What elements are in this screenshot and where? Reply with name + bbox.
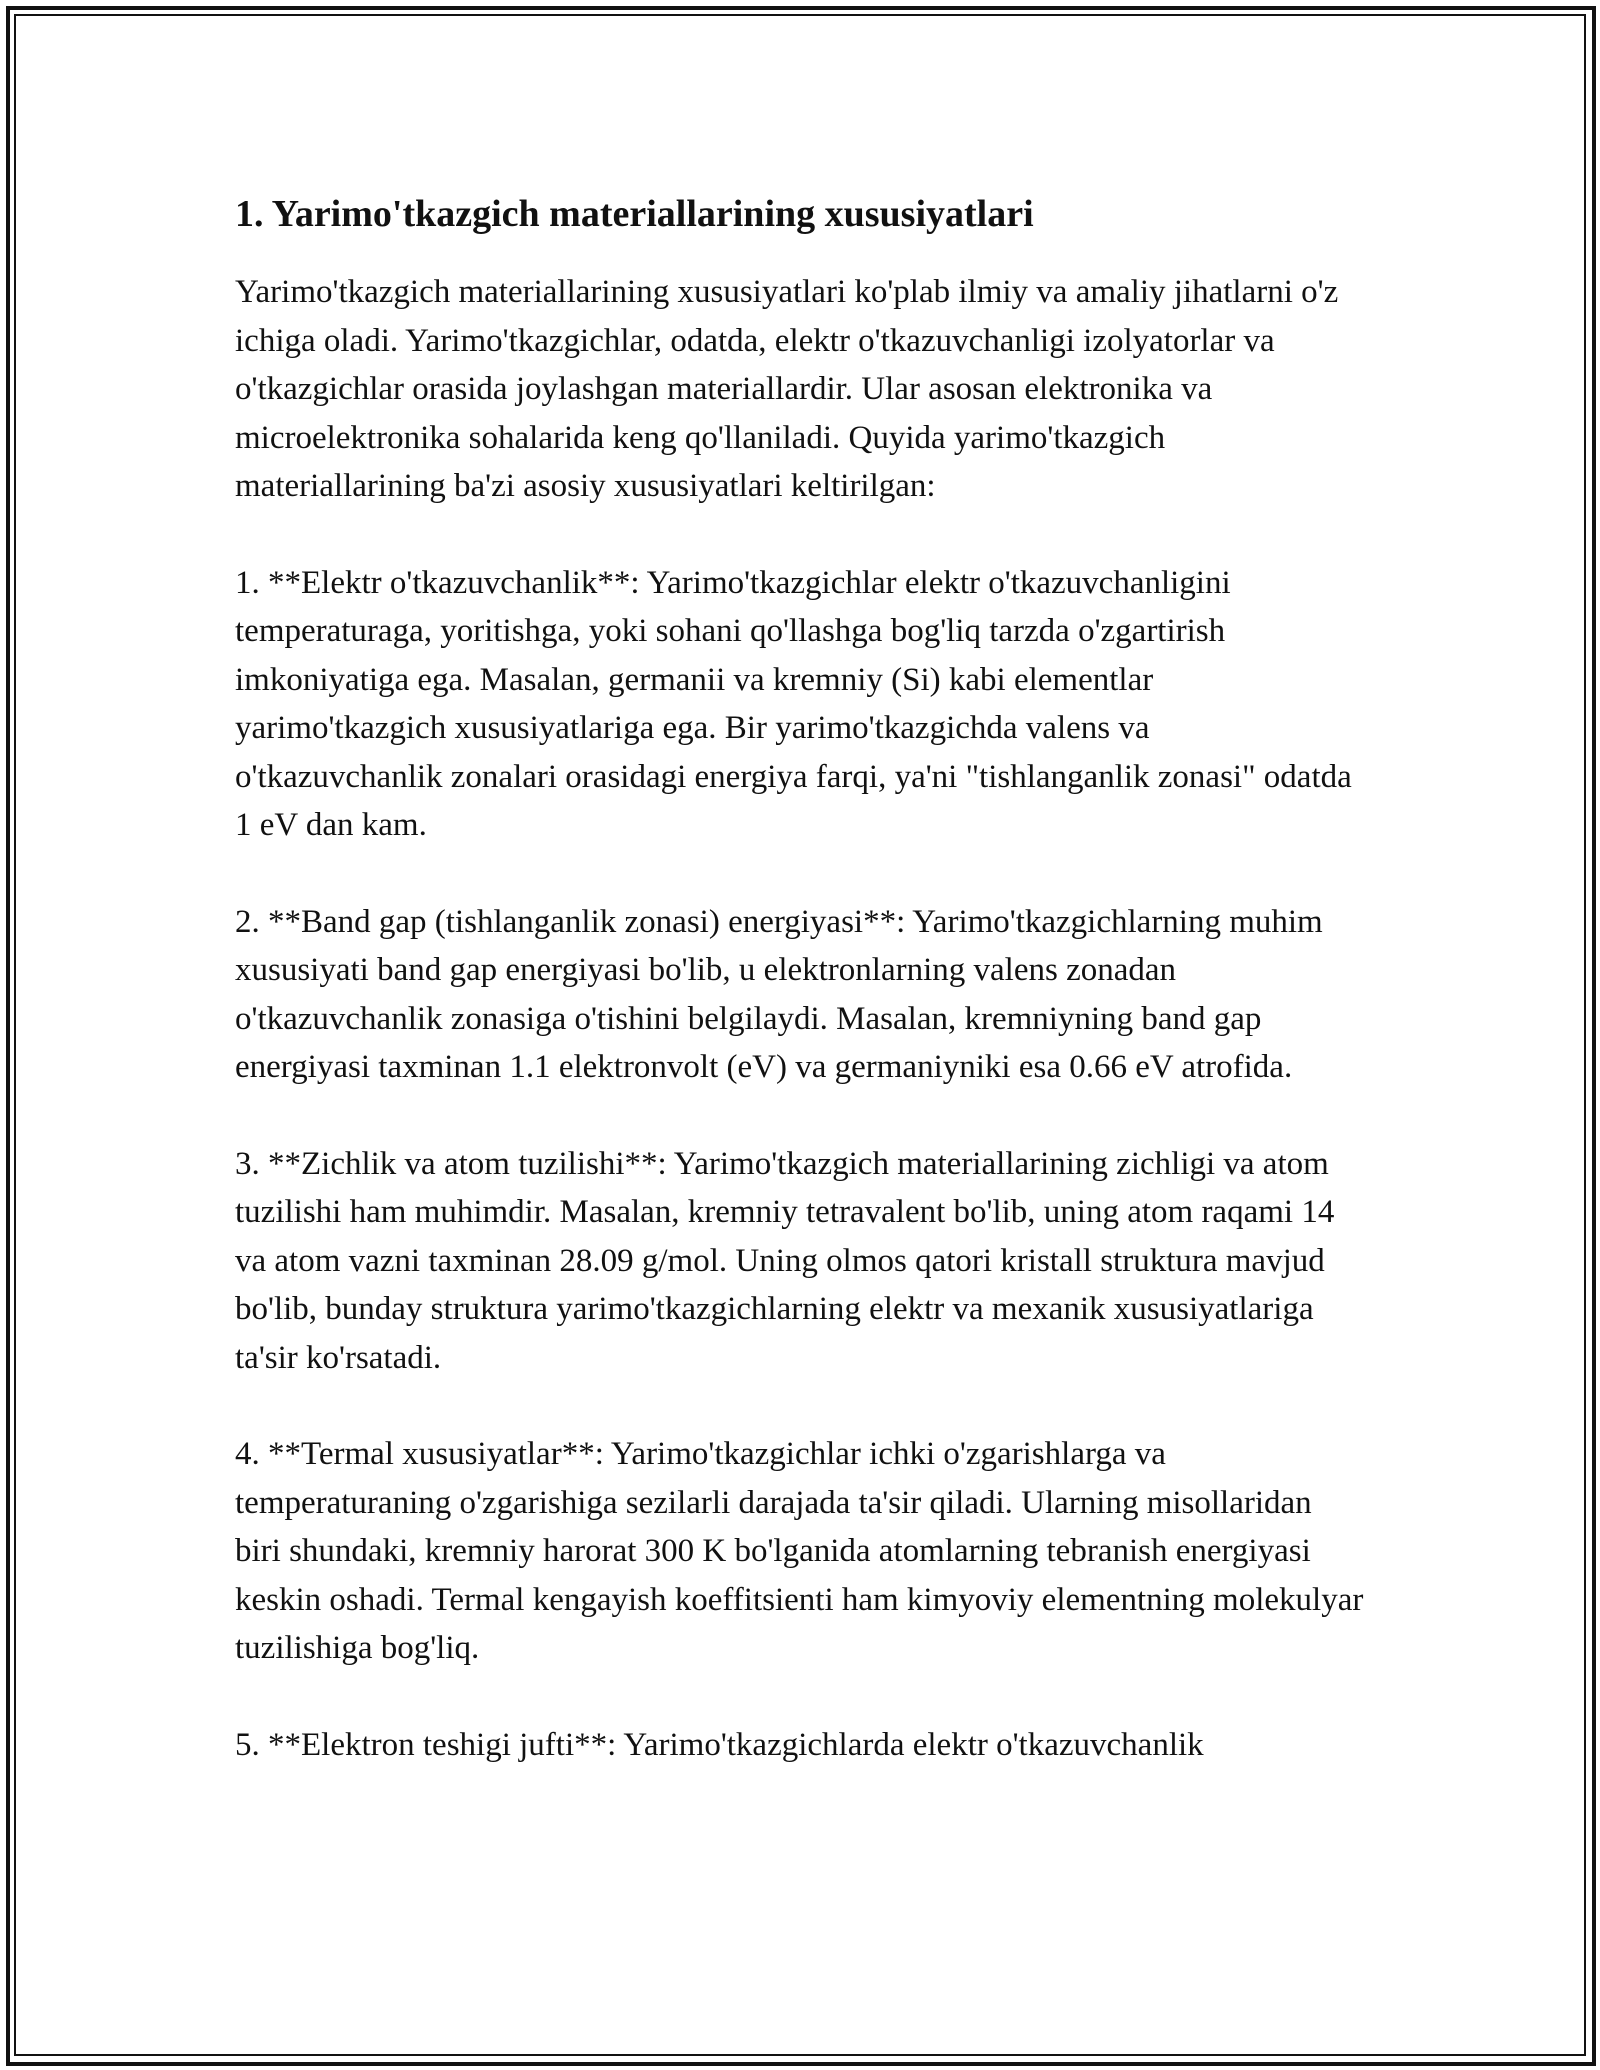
list-item-density-atomic-structure: 3. **Zichlik va atom tuzilishi**: Yarimo'tkazgich materiallarining zichligi va atom tuzilishi ham muhimdir. Masalan, kremniy tetravalent bo'lib, uning atom raqami 14 va atom vazni taxminan 28.09 g/mol. Uning olmos qatori kristall struktura mavjud bo'lib, bunday struktura yarimo'tkazgichlarning elektr va mexanik xususiyatlariga ta'sir ko'rsatadi. bbox=[235, 1145, 1335, 1376]
document-body bbox=[235, 190, 1365, 1817]
list-item-thermal-properties: 4. **Termal xususiyatlar**: Yarimo'tkazgichlar ichki o'zgarishlarga va temperaturaning o'zgarishiga sezilarli darajada ta'sir qiladi. Ularning misollaridan biri shundaki, kremniy harorat 300 K bo'lganida atomlarning tebranish energiyasi keskin oshadi. Termal kengayish koeffitsienti ham kimyoviy elementning molekulyar tuzilishiga bog'liq. bbox=[235, 1436, 1364, 1666]
intro-paragraph: Yarimo'tkazgich materiallarining xususiyatlari ko'plab ilmiy va amaliy jihatlarni o'z ichiga oladi. Yarimo'tkazgichlar, odatda, elektr o'tkazuvchanligi izolyatorlar va o'tkazgichlar orasida joylashgan materiallardir. Ular asosan elektronika va microelektronika sohalarida keng qo'llaniladi. Quyida yarimo'tkazgich materiallarining ba'zi asosiy xususiyatlari keltirilgan: bbox=[235, 274, 1339, 504]
list-item-band-gap: 2. **Band gap (tishlanganlik zonasi) energiyasi**: Yarimo'tkazgichlarning muhim xususiyati band gap energiyasi bo'lib, u elektronlarning valens zonadan o'tkazuvchanlik zonasiga o'tishini belgilaydi. Masalan, kremniyning band gap energiyasi taxminan 1.1 elektronvolt (eV) va germaniyniki esa 0.66 eV atrofida. bbox=[235, 903, 1323, 1085]
list-item-electron-hole-pair: 5. **Elektron teshigi jufti**: Yarimo'tkazgichlarda elektr o'tkazuvchanlik bbox=[235, 1726, 1204, 1763]
list-item-electrical-conductivity: 1. **Elektr o'tkazuvchanlik**: Yarimo'tkazgichlar elektr o'tkazuvchanligini temperaturaga, yoritishga, yoki sohani qo'llashga bog'liq tarzda o'zgartirish imkoniyatiga ega. Masalan, germanii va kremniy (Si) kabi elementlar yarimo'tkazgich xususiyatlariga ega. Bir yarimo'tkazgichda valens va o'tkazuvchanlik zonalari orasidagi energiya farqi, ya'ni "tishlanganlik zonasi" odatda 1 eV dan kam. bbox=[235, 564, 1352, 843]
section-heading: 1. Yarimo'tkazgich materiallarining xususiyatlari bbox=[235, 193, 1034, 235]
